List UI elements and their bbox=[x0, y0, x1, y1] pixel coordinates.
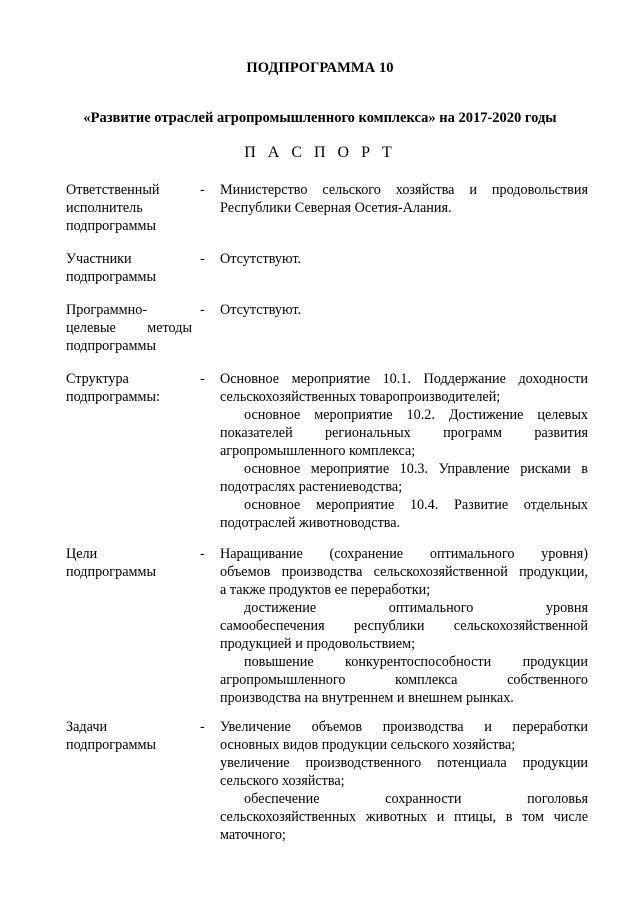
value-line: достижение оптимального уровня bbox=[244, 600, 588, 616]
row-label bbox=[66, 370, 192, 406]
row-value bbox=[220, 250, 588, 268]
value-line: Наращивание (сохранение оптимального уровня) bbox=[220, 546, 588, 562]
value-line: основное мероприятие 10.3. Управление рисками в bbox=[244, 461, 588, 477]
value-line: основное мероприятие 10.2. Достижение целевых bbox=[244, 407, 588, 423]
value-line: основное мероприятие 10.4. Развитие отдельных bbox=[244, 497, 588, 513]
row-label bbox=[66, 545, 192, 581]
label-line: подпрограммы: bbox=[66, 389, 160, 405]
row-dash: - bbox=[200, 251, 205, 267]
label-line: подпрограммы bbox=[66, 218, 156, 234]
value-line: Увеличение объемов производства и переработки bbox=[220, 719, 588, 735]
row-label bbox=[66, 301, 192, 355]
row-value bbox=[220, 181, 588, 217]
value-line: сельскохозяйственных товаропроизводителей; bbox=[220, 389, 501, 405]
label-line: подпрограммы bbox=[66, 737, 156, 753]
label-line: подпрограммы bbox=[66, 564, 156, 580]
label-line: Участники bbox=[66, 251, 132, 267]
value-line: подотраслей животноводства. bbox=[220, 515, 401, 531]
value-line: маточного; bbox=[220, 827, 286, 843]
label-line: Программно- bbox=[66, 302, 148, 318]
label-line: исполнитель bbox=[66, 200, 143, 216]
label-line: Ответственный bbox=[66, 182, 160, 198]
value-line: самообеспечения республики сельскохозяйственной bbox=[220, 618, 588, 634]
row-dash: - bbox=[200, 371, 205, 387]
document-title: ПОДПРОГРАММА 10 bbox=[246, 60, 394, 76]
value-line: Отсутствуют. bbox=[220, 302, 302, 318]
value-line: а также продуктов ее переработки; bbox=[220, 582, 431, 598]
value-line: продукцией и продовольствием; bbox=[220, 636, 416, 652]
value-line: повышение конкурентоспособности продукции bbox=[244, 654, 588, 670]
value-line: Отсутствуют. bbox=[220, 251, 302, 267]
label-line: Цели bbox=[66, 546, 98, 562]
value-line: агропромышленного комплекса; bbox=[220, 443, 416, 459]
label-line: целевые методы bbox=[66, 320, 192, 336]
value-line: показателей региональных программ развития bbox=[220, 425, 588, 441]
row-value bbox=[220, 301, 588, 319]
row-label bbox=[66, 718, 192, 754]
row-dash: - bbox=[200, 302, 205, 318]
row-value bbox=[220, 370, 588, 532]
value-line: Основное мероприятие 10.1. Поддержание доходности bbox=[220, 371, 588, 387]
row-label bbox=[66, 250, 192, 286]
value-line: агропромышленного комплекса собственного bbox=[220, 672, 588, 688]
label-line: подпрограммы bbox=[66, 269, 156, 285]
passport-heading: П А С П О Р Т bbox=[244, 144, 396, 161]
row-dash: - bbox=[200, 719, 205, 735]
row-dash: - bbox=[200, 546, 205, 562]
value-line: Министерство сельского хозяйства и продовольствия bbox=[220, 182, 588, 198]
value-line: сельского хозяйства; bbox=[220, 773, 345, 789]
value-line: основных видов продукции сельского хозяйства; bbox=[220, 737, 516, 753]
row-value bbox=[220, 718, 588, 844]
row-dash: - bbox=[200, 182, 205, 198]
value-line: Республики Северная Осетия-Алания. bbox=[220, 200, 452, 216]
value-line: подотраслях растениеводства; bbox=[220, 479, 403, 495]
value-line: обеспечение сохранности поголовья bbox=[244, 791, 588, 807]
value-line: увеличение производственного потенциала продукции bbox=[220, 755, 588, 771]
label-line: подпрограммы bbox=[66, 338, 156, 354]
document-subtitle: «Развитие отраслей агропромышленного комплекса» на 2017-2020 годы bbox=[83, 110, 557, 126]
label-line: Структура bbox=[66, 371, 129, 387]
value-line: объемов производства сельскохозяйственной продукции, bbox=[220, 564, 588, 580]
row-value bbox=[220, 545, 588, 707]
label-line: Задачи bbox=[66, 719, 108, 735]
value-line: производства на внутреннем и внешнем рынках. bbox=[220, 690, 514, 706]
row-label bbox=[66, 181, 192, 235]
value-line: сельскохозяйственных животных и птицы, в том числе bbox=[220, 809, 588, 825]
